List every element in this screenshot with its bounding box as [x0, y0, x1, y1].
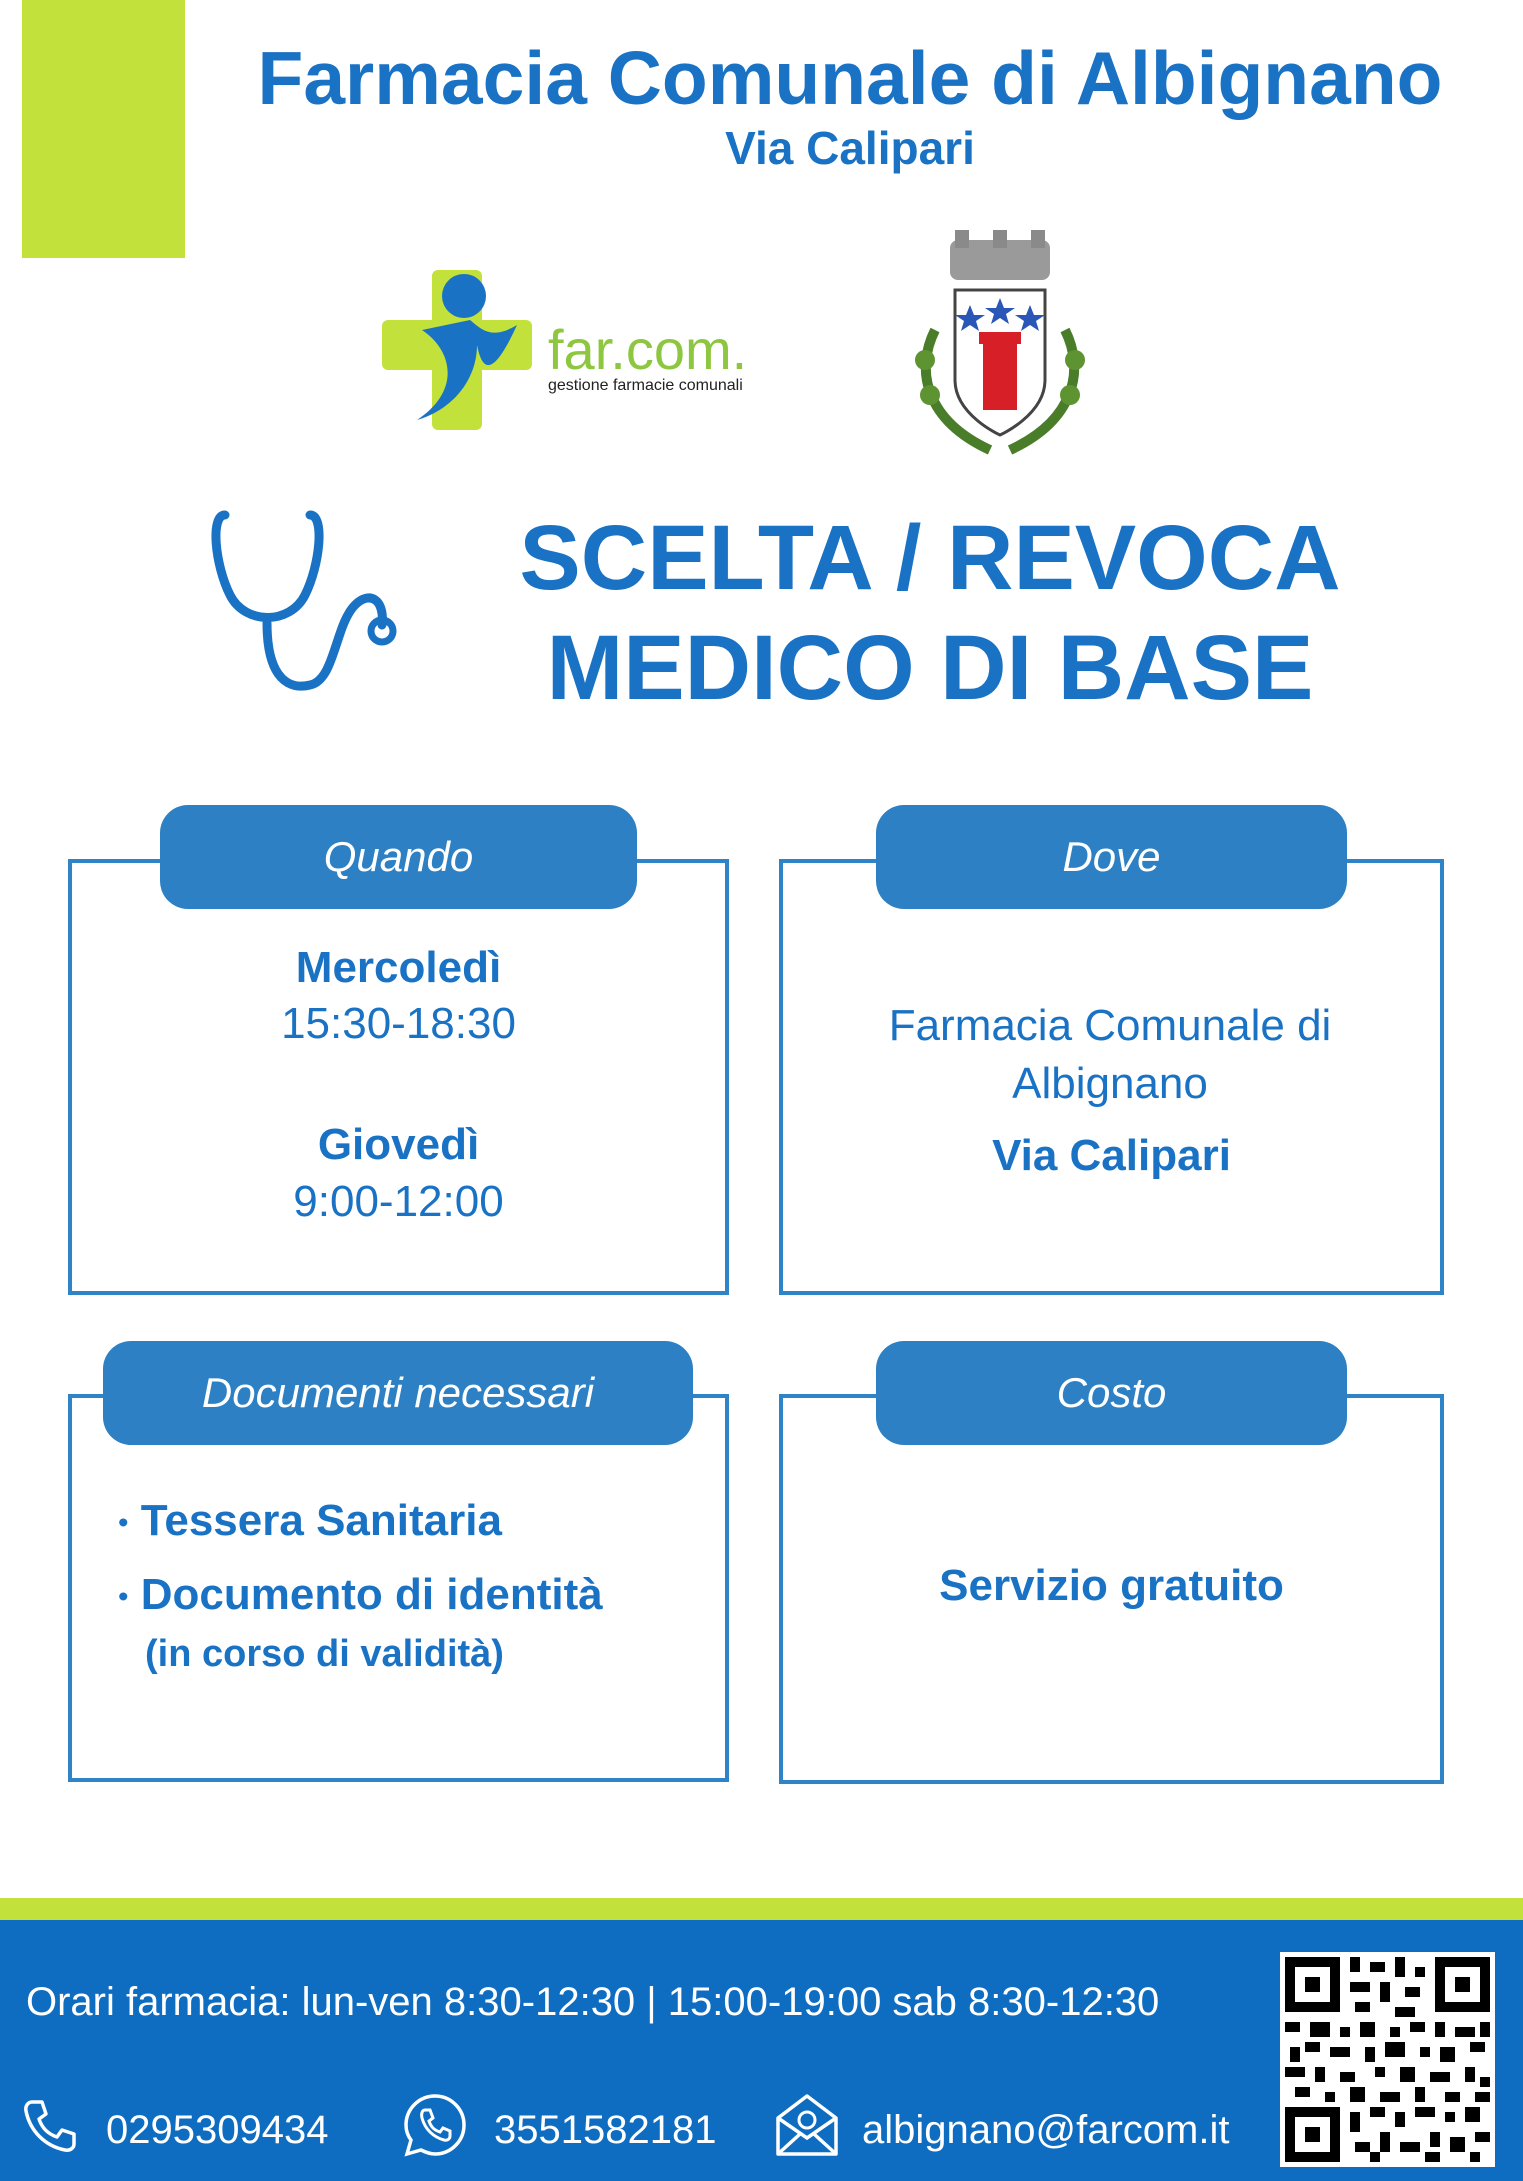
documenti-item1 [118, 1493, 502, 1551]
dove-place: Farmacia Comunale di Albignano [888, 1001, 1332, 1108]
documenti-item-text: Tessera Sanitaria [140, 1496, 502, 1545]
stethoscope-icon [210, 505, 410, 705]
dove-street: Via Calipari [992, 1131, 1231, 1180]
dove-label: Dove [876, 805, 1347, 909]
documenti-label: Documenti necessari [103, 1341, 693, 1445]
footer-email[interactable]: albignano@farcom.it [862, 2108, 1230, 2152]
documenti-item-text: Documento di identità [140, 1570, 603, 1619]
farcom-tagline: gestione farmacie comunali [548, 377, 743, 394]
quando-day1: Mercoledì [295, 943, 502, 992]
qr-code[interactable] [1280, 1952, 1495, 2167]
footer-hours: Orari farmacia: lun-ven 8:30-12:30 | 15:00-19:00 sab 8:30-12:30 [26, 1980, 1160, 2024]
page-subtitle: Via Calipari [725, 122, 975, 174]
documenti-note: (in corso di validità) [145, 1633, 504, 1675]
whatsapp-icon [400, 2090, 470, 2160]
costo-value: Servizio gratuito [939, 1561, 1284, 1610]
quando-time1: 15:30-18:30 [281, 999, 516, 1048]
bullet: • [118, 1506, 129, 1540]
documenti-item2 [118, 1567, 603, 1625]
bullet: • [118, 1580, 129, 1614]
accent-bar [22, 0, 185, 258]
farcom-name: far.com. [548, 318, 748, 381]
costo-label: Costo [876, 1341, 1347, 1445]
headline-line2: MEDICO DI BASE [546, 617, 1314, 719]
email-icon [772, 2090, 842, 2160]
quando-time2: 9:00-12:00 [293, 1177, 504, 1226]
page-title: Farmacia Comunale di Albignano [257, 36, 1443, 120]
footer-whatsapp[interactable]: 3551582181 [494, 2108, 717, 2152]
phone-icon [20, 2096, 80, 2156]
headline-line1: SCELTA / REVOCA [519, 507, 1341, 609]
municipal-crest-icon [895, 230, 1105, 470]
footer-accent-line [0, 1898, 1523, 1920]
quando-label: Quando [160, 805, 637, 909]
footer-phone[interactable]: 0295309434 [106, 2108, 329, 2152]
quando-day2: Giovedì [317, 1120, 480, 1169]
